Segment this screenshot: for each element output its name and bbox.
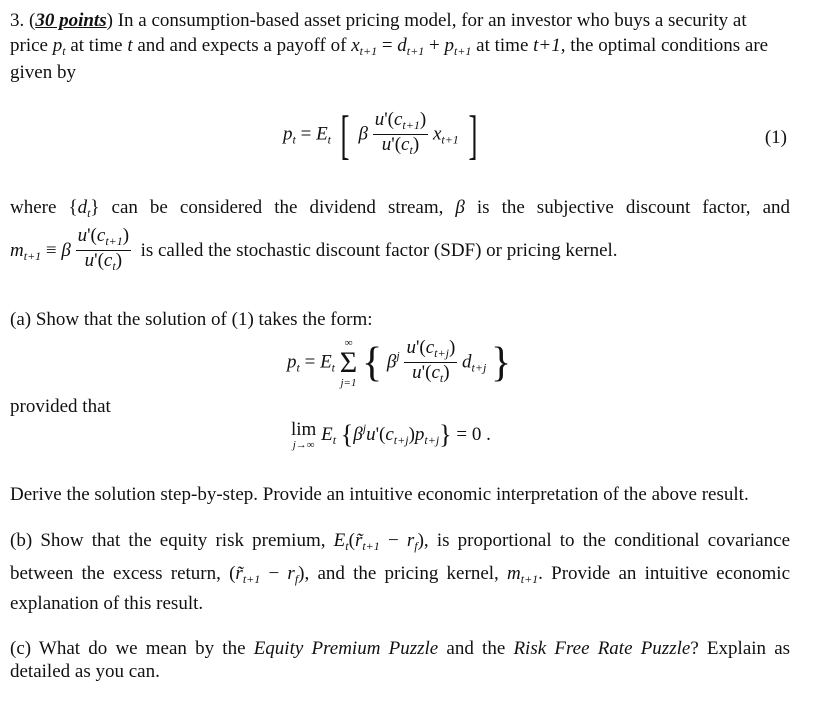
where-word: where <box>10 197 57 218</box>
equation-sum: $p_t = E_t$ ∞ Σ j=1 { $\beta^j$ $\frac{u'(c_{t+j})}{u'(c_t)}$ $d_{t+j}$ } <box>287 336 512 389</box>
where-discount: is the subjective discount factor, and <box>476 197 790 218</box>
part-c-intro: (c) What do we mean by the <box>10 638 246 659</box>
intro-optimal: , the optimal conditions are <box>560 35 769 56</box>
intro-line-2: price $p_t$ at time t and and expects a payoff of $x_{t+1} = d_{t+1} + p_{t+1}$ at time t+1, the optimal conditions are <box>10 35 769 58</box>
intro-price: price <box>10 35 48 56</box>
intro-line-3 <box>10 62 76 84</box>
equation-1: $p_t = E_t$ [ β $\frac{u'(c_{t+1})}{u'(c_t)}$ $x_{t+1}$ ] <box>283 105 478 165</box>
part-c-line-2: detailed as you can. <box>10 661 160 682</box>
part-b-kernel: , and the pricing kernel, <box>304 563 499 584</box>
part-b-line-1: (b) Show that the equity risk premium, $E_t(r̃_{t+1} - r_f)$, is proportional to the conditional covariance <box>10 530 791 553</box>
intro-line-1: 3. (30 points) In a consumption-based asset pricing model, for an investor who buys a security at <box>10 10 747 31</box>
equation-limit: lim j→∞ $E_t$ $\{\beta^ju'(c_{t+j})p_{t+j}\} = 0$ . <box>291 419 491 451</box>
part-b-intuitive: . Provide an intuitive economic <box>538 563 791 584</box>
sdf-text: is called the stochastic discount factor (SDF) or pricing kernel. <box>140 239 618 261</box>
part-b-line-3: explanation of this result. <box>10 593 204 614</box>
question-number: 3. <box>10 10 25 31</box>
where-line-1: where $\{d_t\}$ can be considered the dividend stream, β is the subjective discount factor, and <box>10 197 790 220</box>
part-b-intro: (b) Show that the equity risk premium, <box>10 530 326 551</box>
points-label: 30 points <box>35 10 107 31</box>
intro-at-time-2: at time <box>476 35 529 56</box>
intro-payoff: and expects a payoff of <box>169 35 347 56</box>
part-a-text: (a) Show that the solution of (1) takes the form: <box>10 309 373 330</box>
equity-premium-puzzle: Equity Premium Puzzle <box>253 638 439 659</box>
part-b-excess: between the excess return, <box>10 563 221 584</box>
provided-text: provided that <box>10 396 111 417</box>
sdf-definition: $m_{t+1} \equiv \beta$ $\frac{u'(c_{t+1})}{u'(c_t)}$ is called the stochastic discount factor (SDF) or pricing kernel. <box>10 227 618 276</box>
part-b-line-2: between the excess return, $(r̃_{t+1} - r_f)$, and the pricing kernel, $m_{t+1}$. Provide an intuitive economic <box>10 563 791 586</box>
part-b-proportional: , is proportional to the conditional covariance <box>423 530 791 551</box>
derive-text: Derive the solution step-by-step. Provide an intuitive economic interpretation of the above result. <box>10 484 749 505</box>
part-c-line-1 <box>10 638 790 660</box>
equation-1-number: (1) <box>764 127 787 148</box>
part-c-and: and the <box>446 638 506 659</box>
intro-given-by: given by <box>10 62 76 83</box>
intro-text-1: In a consumption-based asset pricing model, for an investor who buys a security at <box>117 10 747 31</box>
where-dividend: can be considered the dividend stream, <box>111 197 444 218</box>
risk-free-rate-puzzle: Risk Free Rate Puzzle <box>513 638 691 659</box>
part-c-explain: ? Explain as <box>690 638 791 659</box>
intro-at-time: at time <box>70 35 123 56</box>
